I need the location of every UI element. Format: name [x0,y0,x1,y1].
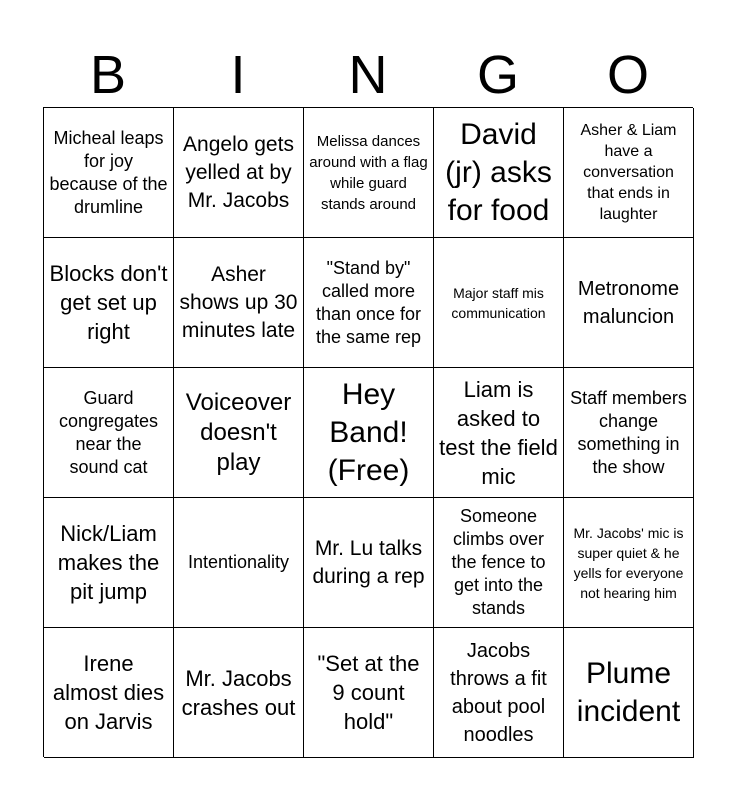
bingo-cell-text: Blocks don't get set up right [49,261,168,344]
bingo-cell[interactable] [304,238,434,368]
bingo-cell[interactable] [304,498,434,628]
bingo-cell-text: Melissa dances around with a flag while guard stands around [309,132,428,213]
bingo-cell[interactable] [174,628,304,758]
bingo-cell-text: Plume incident [576,656,681,728]
bingo-cell[interactable] [44,108,174,238]
bingo-cell[interactable] [434,498,564,628]
header-letter-n: N [348,45,388,105]
header-letter-i: I [230,45,246,105]
bingo-cell-text: Jacobs throws a fit about pool noodles [450,639,547,746]
bingo-cell[interactable] [44,628,174,758]
bingo-cell-text: Intentionality [187,552,290,572]
bingo-cell-text: Hey Band! (Free) [327,377,410,487]
header-letter-b: B [89,45,127,105]
bingo-cell[interactable] [434,628,564,758]
bingo-cell[interactable] [564,238,694,368]
bingo-cell-text: Nick/Liam makes the pit jump [57,521,160,604]
bingo-cell[interactable] [434,368,564,498]
bingo-cell[interactable] [304,368,434,498]
bingo-cell-text: Guard congregates near the sound cat [58,387,159,477]
bingo-grid [43,107,693,757]
bingo-cell-text: "Stand by" called more than once for the same rep [315,257,422,347]
bingo-cell-text: Voiceover doesn't play [185,388,292,476]
bingo-cell-text: Micheal leaps for joy because of the drumline [49,127,168,217]
bingo-header [43,44,693,106]
bingo-cell[interactable] [434,238,564,368]
bingo-cell-text: Mr. Jacobs crashes out [181,665,296,720]
bingo-cell[interactable] [44,238,174,368]
header-letter-o: O [606,45,649,105]
bingo-cell-text: Angelo gets yelled at by Mr. Jacobs [183,132,294,212]
bingo-cell[interactable] [174,498,304,628]
bingo-cell[interactable] [174,368,304,498]
bingo-cell[interactable] [174,238,304,368]
bingo-cell-text: Mr. Jacobs' mic is super quiet & he yells for everyone not hearing him [573,524,684,601]
bingo-cell-text: Asher & Liam have a conversation that ends in laughter [580,122,677,223]
bingo-cell-text: Metronome maluncion [577,277,680,328]
bingo-cell[interactable] [564,108,694,238]
bingo-cell[interactable] [304,628,434,758]
bingo-cell[interactable] [174,108,304,238]
bingo-cell-text: Liam is asked to test the field mic [439,376,558,489]
bingo-cell-text: Someone climbs over the fence to get into the stands [451,506,546,618]
bingo-cell[interactable] [564,628,694,758]
bingo-cell-text: Major staff mis communication [451,284,546,321]
bingo-cell[interactable] [564,368,694,498]
header-letter-g: G [476,45,519,105]
bingo-cell-text: Staff members change something in the show [570,387,687,477]
bingo-cell[interactable] [44,368,174,498]
bingo-cell[interactable] [304,108,434,238]
bingo-cell[interactable] [44,498,174,628]
bingo-cell-text: "Set at the 9 count hold" [317,651,420,734]
bingo-cell-text: David (jr) asks for food [445,117,552,227]
bingo-cell-text: Mr. Lu talks during a rep [312,536,425,588]
bingo-cell-text: Asher shows up 30 minutes late [179,262,298,342]
bingo-cell[interactable] [564,498,694,628]
bingo-cell[interactable] [434,108,564,238]
bingo-cell-text: Irene almost dies on Jarvis [52,651,165,734]
